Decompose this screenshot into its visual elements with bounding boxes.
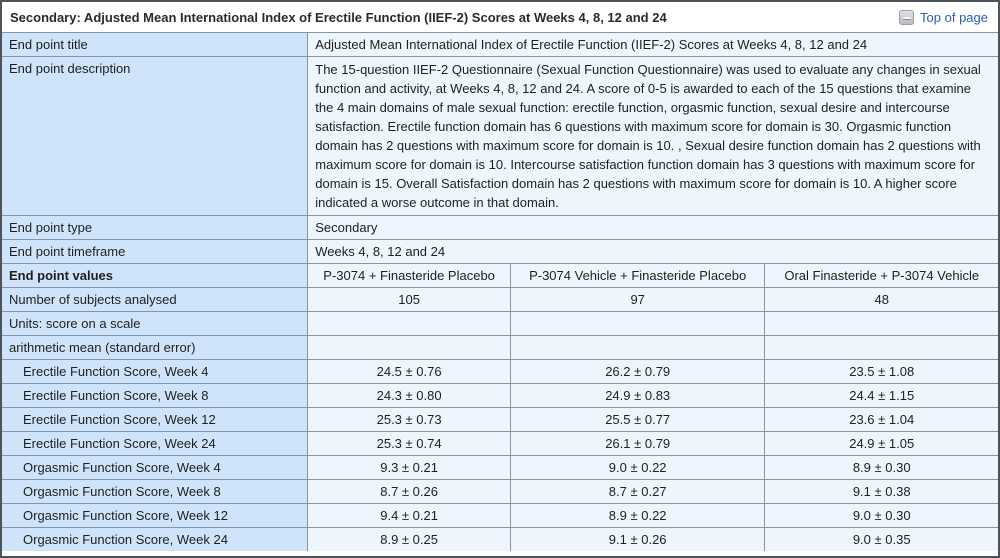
value-cell: 9.1 ± 0.38 (765, 480, 998, 504)
value-cell: 9.3 ± 0.21 (308, 456, 511, 480)
row-label: Units: score on a scale (2, 312, 308, 336)
value-cell: 9.0 ± 0.35 (765, 528, 998, 552)
value-cell: 24.5 ± 0.76 (308, 360, 511, 384)
row-erectile-week4 (2, 360, 998, 384)
row-endpoint-type (2, 216, 998, 240)
value-cell (308, 312, 511, 336)
row-erectile-week24 (2, 432, 998, 456)
row-orgasmic-week8 (2, 480, 998, 504)
value-cell: 26.2 ± 0.79 (510, 360, 764, 384)
row-label: arithmetic mean (standard error) (2, 336, 308, 360)
value-cell: 8.7 ± 0.26 (308, 480, 511, 504)
value-cell: 24.3 ± 0.80 (308, 384, 511, 408)
row-label: Orgasmic Function Score, Week 4 (2, 456, 308, 480)
row-endpoint-timeframe (2, 240, 998, 264)
row-label: End point type (2, 216, 308, 240)
row-label: Erectile Function Score, Week 24 (2, 432, 308, 456)
value-cell: 9.0 ± 0.22 (510, 456, 764, 480)
value-cell: 26.1 ± 0.79 (510, 432, 764, 456)
value-cell: 8.9 ± 0.22 (510, 504, 764, 528)
row-label: Orgasmic Function Score, Week 24 (2, 528, 308, 552)
row-value: Secondary (308, 216, 998, 240)
row-measure-type (2, 336, 998, 360)
row-label: End point title (2, 33, 308, 57)
value-cell: 105 (308, 288, 511, 312)
value-cell: 48 (765, 288, 998, 312)
value-cell (765, 336, 998, 360)
value-cell: 24.4 ± 1.15 (765, 384, 998, 408)
value-cell (510, 336, 764, 360)
value-cell: 23.6 ± 1.04 (765, 408, 998, 432)
value-cell: 24.9 ± 1.05 (765, 432, 998, 456)
row-label: End point timeframe (2, 240, 308, 264)
row-label: Erectile Function Score, Week 12 (2, 408, 308, 432)
row-label: Erectile Function Score, Week 4 (2, 360, 308, 384)
row-value: Adjusted Mean International Index of Erectile Function (IIEF-2) Scores at Weeks 4, 8, 12 and 24 (308, 33, 998, 57)
value-cell (308, 336, 511, 360)
value-cell: 97 (510, 288, 764, 312)
panel-header (2, 2, 998, 32)
value-cell: 25.3 ± 0.73 (308, 408, 511, 432)
row-erectile-week12 (2, 408, 998, 432)
row-subjects-analysed (2, 288, 998, 312)
value-cell: 9.4 ± 0.21 (308, 504, 511, 528)
top-of-page-link[interactable]: Top of page (920, 9, 988, 25)
minus-icon (903, 17, 911, 19)
value-cell: 24.9 ± 0.83 (510, 384, 764, 408)
row-orgasmic-week24 (2, 528, 998, 552)
row-label: Orgasmic Function Score, Week 8 (2, 480, 308, 504)
value-cell: 9.1 ± 0.26 (510, 528, 764, 552)
collapse-button[interactable] (899, 10, 914, 25)
row-endpoint-title (2, 33, 998, 57)
row-orgasmic-week12 (2, 504, 998, 528)
value-cell: 9.0 ± 0.30 (765, 504, 998, 528)
row-orgasmic-week4 (2, 456, 998, 480)
row-label: Number of subjects analysed (2, 288, 308, 312)
value-cell (510, 312, 764, 336)
row-endpoint-values-header (2, 264, 998, 288)
row-endpoint-description (2, 57, 998, 216)
row-label: End point description (2, 57, 308, 216)
row-label: End point values (2, 264, 308, 288)
row-label: Erectile Function Score, Week 8 (2, 384, 308, 408)
value-cell: 8.9 ± 0.30 (765, 456, 998, 480)
value-cell: 25.5 ± 0.77 (510, 408, 764, 432)
row-units (2, 312, 998, 336)
column-header-arm-2: P-3074 Vehicle + Finasteride Placebo (510, 264, 764, 288)
value-cell: 8.7 ± 0.27 (510, 480, 764, 504)
section-title: Secondary: Adjusted Mean International Index of Erectile Function (IIEF-2) Scores at Weeks 4, 8, 12 and 24 (10, 10, 667, 25)
column-header-arm-3: Oral Finasteride + P-3074 Vehicle (765, 264, 998, 288)
endpoint-table (2, 32, 998, 551)
value-cell: 25.3 ± 0.74 (308, 432, 511, 456)
row-label: Orgasmic Function Score, Week 12 (2, 504, 308, 528)
row-erectile-week8 (2, 384, 998, 408)
row-value: The 15-question IIEF-2 Questionnaire (Sexual Function Questionnaire) was used to evaluate any changes in sexual function and activity, at Weeks 4, 8, 12 and 24. A score of 0-5 is awarded to each of the 15 questions that examine the 4 main domains of male sexual function: erectile function, orgasmic function, sexual desire and intercourse satisfaction. Erectile function domain has 6 questions with maximum score for domain is 30. Orgasmic function domain has 2 questions with maximum score for domain is 10. , Sexual desire function domain has 2 questions with maximum score for domain is 10. Intercourse satisfaction function domain has 3 questions with maximum score for domain is 15. Overall Satisfaction domain has 2 questions with maximum score for domain is 10. A higher score indicated a worse outcome in that domain. (308, 57, 998, 216)
column-header-arm-1: P-3074 + Finasteride Placebo (308, 264, 511, 288)
value-cell: 8.9 ± 0.25 (308, 528, 511, 552)
row-value: Weeks 4, 8, 12 and 24 (308, 240, 998, 264)
value-cell (765, 312, 998, 336)
value-cell: 23.5 ± 1.08 (765, 360, 998, 384)
header-actions (899, 10, 990, 26)
